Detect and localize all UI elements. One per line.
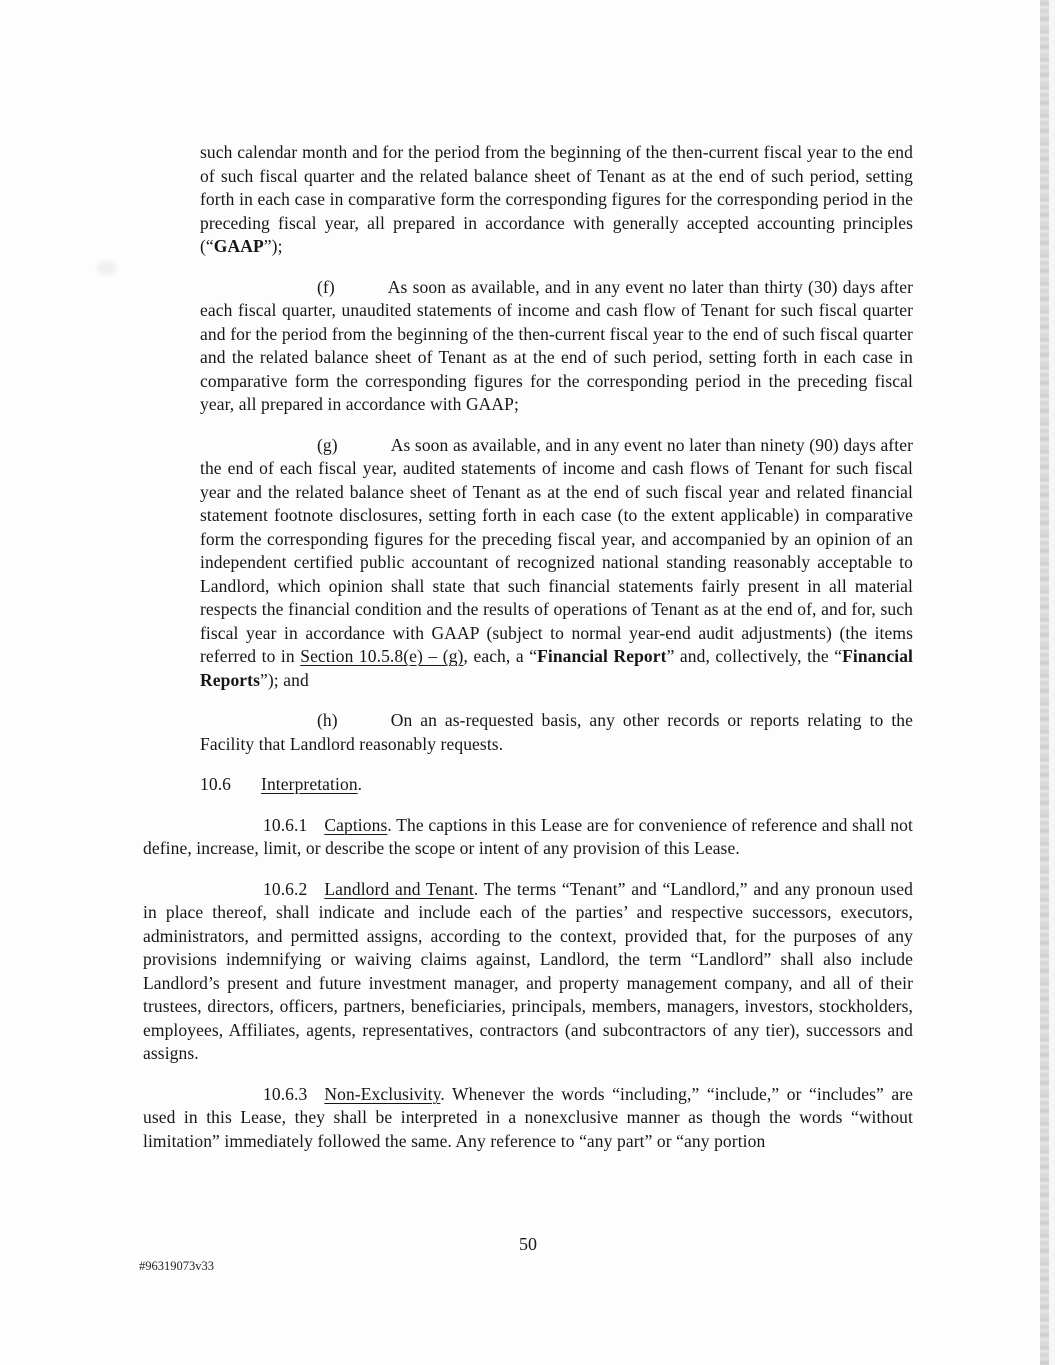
clause-g xyxy=(200,434,913,693)
clause-text: On an as-requested basis, any other records or reports relating to the Facility that Landlord reasonably requests. xyxy=(200,710,913,754)
subsection-number: 10.6.2 xyxy=(263,878,308,899)
scanner-edge-artifact xyxy=(1040,0,1049,1365)
subsection-10-6-2 xyxy=(143,878,913,1066)
subsection-text: . The captions in this Lease are for convenience of reference and shall not define, increase, limit, or describe the scope or intent of any provision of this Lease. xyxy=(143,814,913,858)
paragraph-text: such calendar month and for the period from the beginning of the then-current fiscal year to the end of such fiscal quarter and the related balance sheet of Tenant as at the end of such period, setting forth in each case in comparative form the corresponding figures for the corresponding period in the preceding fiscal year, all prepared in accordance with generally accepted accounting principles (“ xyxy=(200,142,913,256)
defined-term-financial-reports: Financial Reports xyxy=(200,646,914,690)
subsection-text: . Whenever the words “including,” “include,” or “includes” are used in this Lease, they shall be interpreted in a nonexclusive manner as though the words “without limitation” immediately followed the same. Any reference to “any part” or “any portion xyxy=(143,1083,913,1151)
defined-term-financial-report: Financial Report xyxy=(537,646,667,666)
subsection-10-6-1 xyxy=(143,814,913,861)
defined-term-gaap: GAAP xyxy=(213,236,264,256)
subsection-title: Landlord and Tenant xyxy=(324,878,474,899)
page-number: 50 xyxy=(519,1234,537,1254)
clause-text: ” and, collectively, the “ xyxy=(666,646,843,666)
subsection-title: Non-Exclusivity xyxy=(324,1083,441,1104)
subsection-number: 10.6.1 xyxy=(263,814,308,835)
document-body xyxy=(143,141,913,1170)
clause-text: , each, a “ xyxy=(463,646,538,666)
clause-text: As soon as available, and in any event no later than ninety (90) days after the end of each fiscal year, audited statements of income and cash flows of Tenant for such fiscal year and the related balance sheet of Tenant as at the end of such fiscal year and related financial statement footnote disclosures, setting forth in each case (to the extent applicable) in comparative form the corresponding figures for the preceding fiscal year, and accompanied by an opinion of an independent certified public accountant of recognized national standing reasonably acceptable to Landlord, which opinion shall state that such financial statements fairly present in all material respects the financial condition and the results of operations of Tenant as at the end of, and for, such fiscal year in accordance with GAAP (subject to normal year-end audit adjustments) (the items referred to in xyxy=(200,434,913,666)
scanner-edge-fade xyxy=(1049,0,1055,1365)
clause-h xyxy=(200,709,913,756)
section-10-6-heading xyxy=(143,773,913,797)
paragraph-e-continuation xyxy=(200,141,913,259)
section-number: 10.6 xyxy=(200,774,232,794)
subsection-text: . The terms “Tenant” and “Landlord,” and any pronoun used in place thereof, shall indicate and include each of the parties’ and respective successors, executors, administrators, and permitted assigns, according to the context, provided that, for the purposes of any provisions indemnifying or waiving claims against, Landlord, the term “Landlord” shall also include Landlord’s present and future investment manager, and property management company, and all of their trustees, directors, officers, partners, beneficiaries, principals, members, managers, investors, stockholders, employees, Affiliates, agents, representatives, contractors (and subcontractors of any tier), successors and assigns. xyxy=(143,878,913,1063)
subsection-title: Captions xyxy=(324,814,388,835)
clause-label-g: (g) xyxy=(317,434,338,455)
clause-text: As soon as available, and in any event no later than thirty (30) days after each fiscal quarter, unaudited statements of income and cash flow of Tenant for such fiscal quarter and for the period from the beginning of the then-current fiscal year to the end of such fiscal quarter and the related balance sheet of Tenant as at the end of such period, setting forth in each case in comparative form the corresponding figures for the corresponding period in the preceding fiscal year, all prepared in accordance with GAAP; xyxy=(200,276,913,414)
clause-text: ”); and xyxy=(260,669,309,690)
section-title-suffix: . xyxy=(357,774,363,794)
document-id-footer: #96319073v33 xyxy=(139,1259,214,1273)
paragraph-text: ”); xyxy=(263,236,283,256)
clause-label-h: (h) xyxy=(317,710,338,730)
clause-label-f: (f) xyxy=(317,276,335,297)
section-title: Interpretation xyxy=(261,774,358,794)
clause-f xyxy=(200,276,913,417)
scan-smudge xyxy=(97,261,117,275)
subsection-number: 10.6.3 xyxy=(263,1083,308,1104)
subsection-10-6-3 xyxy=(143,1083,913,1154)
cross-reference-section-10-5-8: Section 10.5.8(e) – (g) xyxy=(300,646,464,666)
